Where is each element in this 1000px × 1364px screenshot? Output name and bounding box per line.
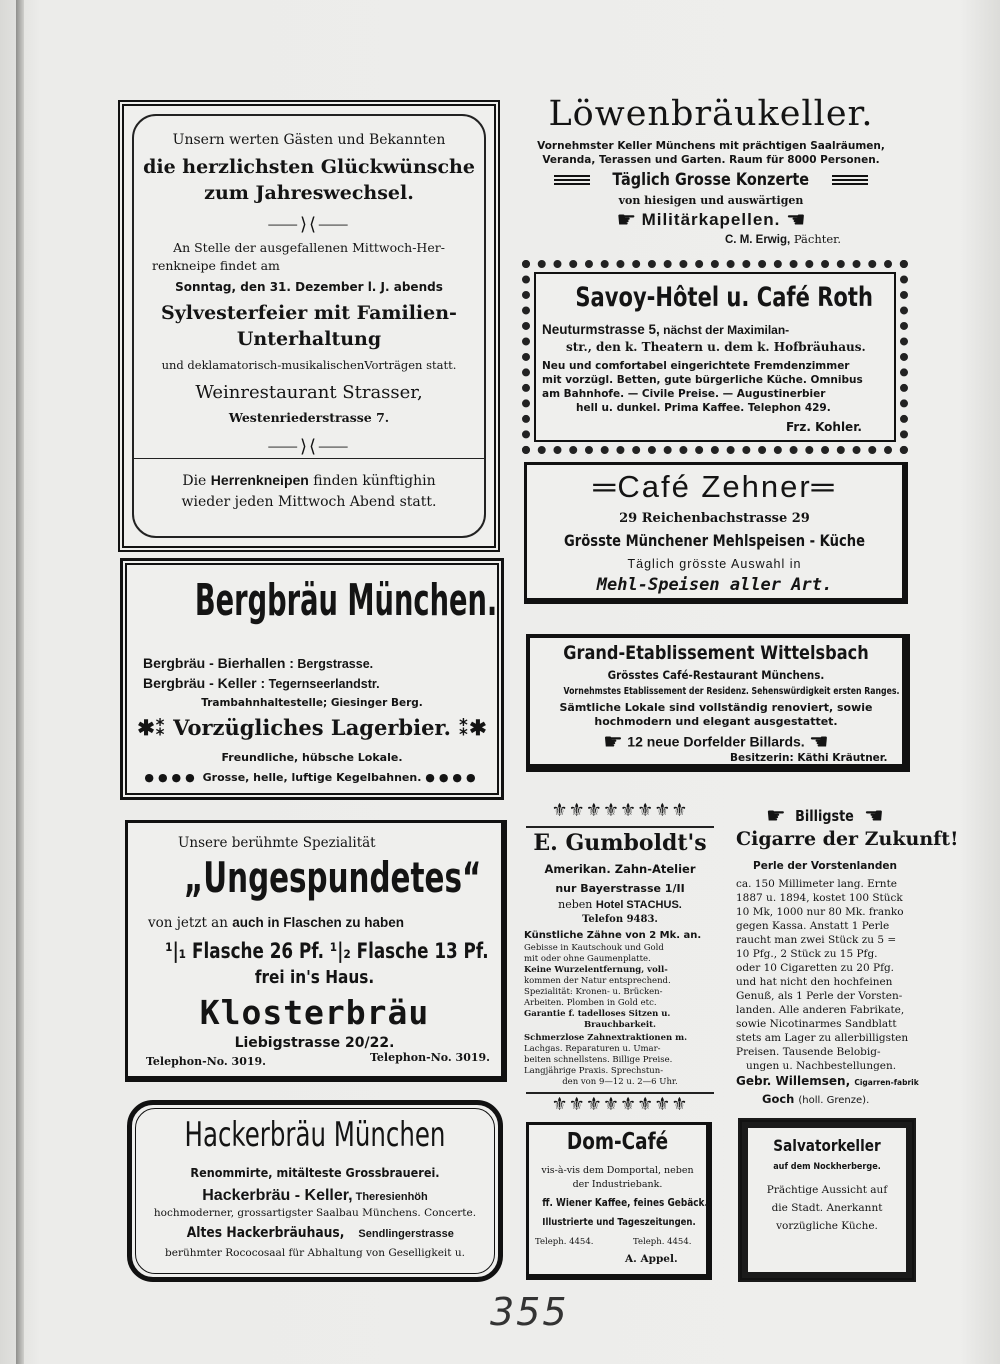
savoy-address-2: str., den k. Theatern u. dem k. Hofbräuhaus. — [566, 340, 866, 354]
strasser-body-line-2: renkneipe findet am — [152, 258, 280, 273]
asterisk-ornament: ⁑✱ — [450, 715, 487, 740]
willemsen-t7: oder 10 Cigaretten zu 20 Pfg. — [736, 962, 895, 974]
salvator-l3: vorzügliche Küche. — [776, 1220, 878, 1232]
loewenbraeu-owner: C. M. Erwig, Pächter. — [725, 232, 842, 246]
loewenbraeu-desc-1: Vornehmster Keller Münchens mit prächtigen Saalräumen, — [537, 140, 885, 152]
wittelsbach-owner: Besitzerin: Käthi Kräutner. — [730, 752, 888, 764]
pointing-hand-icon: ☛ — [765, 804, 786, 829]
willemsen-sub: Perle der Vorstenlanden — [753, 860, 897, 872]
savoy-owner: Frz. Kohler. — [786, 420, 862, 434]
domcafe-l1: vis-à-vis dem Domportal, neben — [541, 1165, 694, 1176]
domcafe-l2: der Industriebank. — [572, 1179, 663, 1190]
ad-klosterbraeu — [125, 820, 507, 1082]
kloster-address: Liebigstrasse 20/22. — [234, 1035, 395, 1051]
domcafe-phone-right: Teleph. 4454. — [633, 1237, 692, 1247]
strasser-note: Die Herrenkneipen finden künftighin — [182, 472, 436, 489]
bergbraeu-title: Bergbräu München. — [194, 575, 498, 626]
kloster-phone-right: Telephon-No. 3019. — [370, 1051, 490, 1064]
gumboldt-p14: den von 9—12 u. 2—6 Uhr. — [562, 1077, 678, 1087]
willemsen-t13: Preisen. Tausende Belobig- — [736, 1046, 881, 1058]
gumboldt-p9: Brauchbarkeit. — [583, 1020, 657, 1030]
ad-grand-etablissement-wittelsbach — [526, 634, 910, 772]
strasser-name: Weinrestaurant Strasser, — [195, 382, 423, 403]
bergbraeu-alleys-row: ●●●● Grosse, helle, luftige Kegelbahnen. ●●●● — [144, 771, 480, 784]
savoy-desc-1: Neu und comfortabel eingerichtete Fremdenzimmer — [542, 360, 850, 372]
salvator-l1: Prächtige Aussicht auf — [766, 1184, 888, 1196]
strasser-date: Sonntag, den 31. Dezember l. J. abends — [175, 280, 443, 294]
zehner-title-row: ═Café Zehner═ — [593, 469, 836, 504]
divider — [526, 826, 714, 828]
zehner-address: 29 Reichenbachstrasse 29 — [619, 511, 810, 526]
willemsen-t8: und hat nicht den hochfeinen — [736, 976, 893, 988]
bullet-ornament: ●●●● — [425, 771, 480, 784]
ornamental-border-top: ⚜⚜⚜⚜⚜⚜⚜⚜ — [551, 800, 689, 821]
kloster-intro: Unsere berühmte Spezialität — [178, 835, 376, 851]
savoy-address-1: Neuturmstrasse 5, nächst der Maximilan- — [542, 322, 790, 337]
hacker-keller: Hackerbräu - Keller, Theresienhöh — [202, 1187, 428, 1204]
loewenbraeu-title: Löwenbräukeller. — [548, 94, 874, 134]
loewenbraeu-from: von hiesigen und auswärtigen — [618, 194, 804, 207]
flourish-ornament: ⸺⟩⟨⸺ — [267, 214, 351, 235]
page-number-handwritten: 355 — [490, 1290, 569, 1334]
bergbraeu-local: Freundliche, hübsche Lokale. — [221, 751, 403, 764]
divider — [134, 458, 484, 459]
gumboldt-line-1: Amerikan. Zahn-Atelier — [544, 862, 696, 876]
ad-gumboldt-zahn-atelier — [524, 800, 716, 1122]
wittelsbach-sub: Grösstes Café-Restaurant Münchens. — [607, 668, 825, 682]
salvator-title: Salvatorkeller — [773, 1136, 881, 1155]
willemsen-t5: raucht man zwei Stück zu 5 = — [736, 934, 897, 946]
gumboldt-name: E. Gumboldt's — [533, 830, 707, 856]
domcafe-owner: A. Appel. — [625, 1253, 678, 1265]
bergbraeu-stop: Trambahnhaltestelle; Giesinger Berg. — [201, 697, 423, 709]
kloster-brand: Klosterbräu — [199, 993, 430, 1032]
gumboldt-p11: Lachgas. Reparaturen u. Umar- — [524, 1044, 661, 1054]
willemsen-t12: stets am Lager zu allerbilligsten — [736, 1032, 909, 1044]
hatch-bar — [832, 175, 868, 187]
gumboldt-p13: Langjährige Praxis. Sprechstun- — [524, 1066, 664, 1076]
strasser-body-line-1: An Stelle der ausgefallenen Mittwoch-Her- — [173, 240, 445, 255]
domcafe-phone-left: Teleph. 4454. — [535, 1237, 594, 1247]
willemsen-t9: Genuß, als 1 Perle der Vorsten- — [736, 990, 903, 1002]
bergbraeu-beer: Vorzügliches Lagerbier. — [173, 715, 451, 740]
ad-hackerbraeu-muenchen — [127, 1100, 503, 1282]
salvator-l2: die Stadt. Anerkannt — [771, 1202, 883, 1214]
kloster-prices: ¹|₁ Flasche 26 Pf. ¹|₂ Flasche 13 Pf. — [165, 939, 489, 963]
willemsen-t11: sowie Nicotinarmes Sandblatt — [736, 1018, 897, 1030]
willemsen-t3: 10 Mk, 1000 nur 80 Mk. franko — [736, 906, 904, 918]
gumboldt-p8: Garantie f. tadelloses Sitzen u. — [524, 1009, 671, 1019]
ad-loewenbraeukeller — [515, 92, 907, 252]
gumboldt-p5: kommen der Natur entsprechend. — [524, 976, 671, 986]
pointing-hand-icon: ☛ — [809, 730, 829, 755]
pointing-hand-icon: ☛ — [785, 208, 806, 233]
zehner-line-2: Täglich grösste Auswahl in — [627, 557, 802, 571]
zehner-line-3: Mehl-Speisen aller Art. — [596, 575, 833, 595]
domcafe-l4: Illustrierte und Tageszeitungen. — [542, 1217, 696, 1228]
strasser-address: Westenriederstrasse 7. — [228, 410, 390, 425]
savoy-desc-2: mit vorzügl. Betten, gute bürgerliche Küche. Omnibus — [542, 374, 863, 386]
kloster-now: von jetzt an auch in Flaschen zu haben — [148, 915, 405, 931]
kloster-free: frei in's Haus. — [254, 967, 375, 988]
gumboldt-p10: Schmerzlose Zahnextraktionen m. — [524, 1033, 688, 1043]
willemsen-t10: landen. Alle anderen Fabrikate, — [736, 1004, 905, 1016]
loewenbraeu-desc-2: Veranda, Terassen und Garten. Raum für 8000 Personen. — [542, 154, 880, 166]
gumboldt-p12: beiten schnellstens. Billige Preise. — [524, 1055, 673, 1065]
gumboldt-line-3: neben Hotel STACHUS. — [558, 898, 682, 911]
savoy-desc-3: am Bahnhofe. — Civile Preise. — Augustinerbier — [542, 388, 826, 400]
hacker-sub: Renommirte, mitälteste Grossbrauerei. — [190, 1165, 440, 1180]
kloster-title: „Ungespundetes“ — [183, 853, 482, 902]
bergbraeu-line-2: Bergbräu - Keller : Tegernseerlandstr. — [143, 675, 380, 691]
ad-weinrestaurant-strasser — [118, 100, 500, 552]
ad-cafe-zehner — [524, 462, 908, 604]
asterisk-ornament: ✱⁑ — [137, 715, 174, 740]
ad-salvatorkeller — [738, 1118, 916, 1282]
bullet-ornament: ●●●● — [144, 771, 199, 784]
bergbraeu-line-1: Bergbräu - Bierhallen : Bergstrasse. — [143, 655, 374, 671]
savoy-inner — [534, 272, 896, 442]
wittelsbach-billiards-row: ☛ 12 neue Dorfelder Billards. ☛ — [603, 730, 829, 755]
strasser-greeting-heading: die herzlichsten Glückwünsche — [143, 156, 475, 178]
wittelsbach-line-2: Sämtliche Lokale sind vollständig renoviert, sowie — [559, 701, 873, 714]
kloster-phone-left: Telephon-No. 3019. — [146, 1055, 266, 1068]
ad-dom-cafe — [526, 1122, 712, 1280]
pointing-hand-icon: ☛ — [864, 804, 885, 829]
strasser-note-2: wieder jeden Mittwoch Abend statt. — [181, 494, 437, 510]
willemsen-t4: gegen Kassa. Anstatt 1 Perle — [736, 920, 890, 932]
hacker-haus: Altes Hackerbräuhaus, Sendlingerstrasse — [186, 1225, 454, 1241]
ad-willemsen-cigarren — [736, 798, 959, 1108]
willemsen-head-row: ☛ Billigste ☛ — [765, 804, 885, 829]
gumboldt-line-2: nur Bayerstrasse 1/II — [555, 882, 685, 895]
gumboldt-p4: Keine Wurzelentfernung, voll- — [524, 965, 668, 975]
willemsen-t6: 10 Pfg., 2 Stück zu 15 Pfg. — [736, 948, 878, 960]
willemsen-city: Goch (holl. Grenze). — [762, 1092, 870, 1106]
hacker-keller-desc: hochmoderner, grossartigster Saalbau Münchens. Concerte. — [153, 1207, 477, 1219]
strasser-event-title-2: Unterhaltung — [236, 328, 382, 350]
domcafe-title: Dom-Café — [566, 1129, 669, 1155]
ad-savoy-hotel — [522, 260, 908, 454]
gumboldt-p6: Spezialität: Kronen- u. Brücken- — [524, 987, 663, 997]
pointing-hand-icon: ☛ — [603, 730, 623, 755]
zehner-line-1: Grösste Münchener Mehlspeisen - Küche — [564, 531, 865, 550]
willemsen-t2: 1887 u. 1894, kostet 100 Stück — [736, 892, 903, 904]
willemsen-title: Cigarre der Zukunft! — [736, 828, 959, 850]
strasser-greeting-line: Unsern werten Gästen und Bekannten — [172, 132, 446, 148]
gumboldt-p3: mit oder ohne Gaumenplatte. — [524, 954, 651, 964]
wittelsbach-line-3: hochmodern und elegant ausgestattet. — [594, 715, 838, 728]
savoy-desc-4: hell u. dunkel. Prima Kaffee. Telephon 429. — [576, 402, 831, 414]
willemsen-t14: ungen u. Nachbestellungen. — [746, 1060, 897, 1072]
bergbraeu-beer-row — [123, 715, 501, 740]
wittelsbach-title: Grand-Etablissement Wittelsbach — [563, 642, 869, 664]
hatch-bar — [554, 175, 590, 187]
gumboldt-p2: Gebisse in Kautschouk und Gold — [524, 943, 664, 953]
loewenbraeu-military-row: ☛ Militärkapellen. ☛ — [616, 208, 806, 233]
wittelsbach-line-1: Vornehmstes Etablissement der Residenz. Sehenswürdigkeit ersten Ranges. — [563, 686, 900, 697]
strasser-event-desc: und deklamatorisch-musikalischenVorträgen statt. — [161, 358, 457, 372]
hacker-title: Hackerbräu München — [184, 1115, 446, 1155]
hacker-haus-desc: berühmter Rococosaal für Abhaltung von Geselligkeit u. — [165, 1247, 465, 1259]
gumboldt-p1: Künstliche Zähne von 2 Mk. an. — [524, 930, 702, 941]
zehner-title: Café Zehner — [617, 469, 812, 504]
page-binding-edge — [16, 0, 24, 1364]
strasser-greeting-heading-2: zum Jahreswechsel. — [204, 182, 414, 204]
ad-bergbraeu-muenchen — [120, 558, 504, 800]
pointing-hand-icon: ☛ — [616, 208, 637, 233]
domcafe-l3: ff. Wiener Kaffee, feines Gebäck. — [542, 1197, 708, 1209]
salvator-sub: auf dem Nockherberge. — [773, 1162, 881, 1172]
loewenbraeu-concerts-row: Täglich Grosse Konzerte — [515, 170, 907, 190]
flourish-ornament: ⸺⟩⟨⸺ — [267, 436, 351, 457]
willemsen-t1: ca. 150 Millimeter lang. Ernte — [736, 878, 897, 890]
gumboldt-p7: Arbeiten. Plomben in Gold etc. — [524, 998, 657, 1008]
strasser-event-title: Sylvesterfeier mit Familien- — [161, 302, 457, 324]
savoy-title: Savoy-Hôtel u. Café Roth — [575, 282, 873, 313]
willemsen-company: Gebr. Willemsen, Cigarren-fabrik — [736, 1074, 919, 1088]
gumboldt-phone: Telefon 9483. — [582, 914, 658, 925]
ornamental-border-bottom: ⚜⚜⚜⚜⚜⚜⚜⚜ — [551, 1094, 689, 1115]
